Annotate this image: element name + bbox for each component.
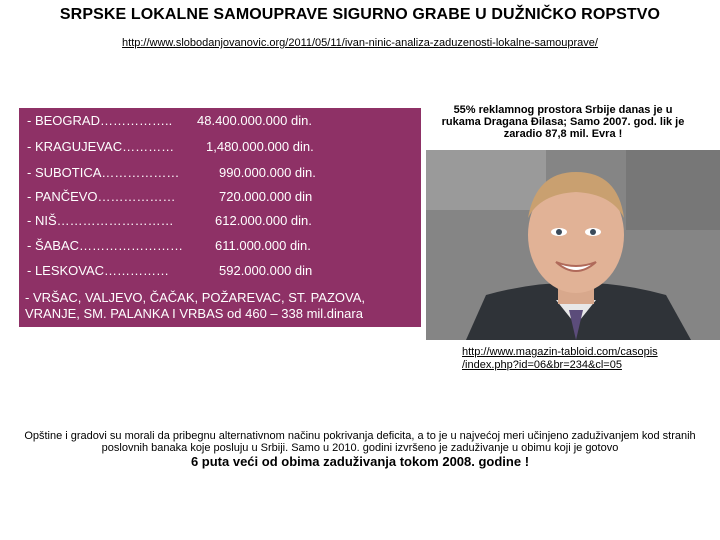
portrait-figure: [426, 150, 720, 340]
bottom-highlight: 6 puta veći od obima zaduživanja tokom 2008. godine !: [190, 454, 530, 469]
quote-text: 55% reklamnog prostora Srbije danas je u rukama Dragana Đilasa; Samo 2007. god. lik je zaradio 87,8 mil. Evra !: [441, 104, 685, 140]
city-label: - KRAGUJEVAC…………: [27, 139, 175, 154]
debt-row-leskovac: [27, 263, 313, 278]
source-link[interactable]: http://www.slobodanjovanovic.org/2011/05/11/ivan-ninic-analiza-zaduzenosti-lokalne-samouprave/: [122, 37, 598, 49]
debt-row-nis: [27, 213, 312, 228]
debt-amount: 1,480.000.000 din.: [206, 139, 314, 154]
debt-row-kragujevac: [27, 139, 314, 154]
debt-row-subotica: [27, 165, 316, 180]
portrait-photo: [426, 150, 720, 340]
debt-amount: 720.000.000 din: [219, 189, 313, 204]
magazine-link[interactable]: [462, 346, 702, 372]
debt-amount: 990.000.000 din.: [219, 165, 316, 180]
city-label: - SUBOTICA………………: [27, 165, 180, 180]
debt-amount: 612.000.000 din.: [215, 213, 312, 228]
debt-row-pancevo: [27, 189, 313, 204]
city-label: - BEOGRAD……………..: [27, 113, 173, 128]
city-label: - ŠABAC……………………: [27, 238, 184, 253]
city-label: - NIŠ………………………: [27, 213, 174, 228]
debt-row-sabac: [27, 238, 311, 253]
debt-list-panel: [19, 108, 421, 327]
city-label: - PANČEVO………………: [27, 189, 176, 204]
slide-title: SRPSKE LOKALNE SAMOUPRAVE SIGURNO GRABE U DUŽNIČKO ROPSTVO: [59, 6, 661, 23]
debt-amount: 592.000.000 din: [219, 263, 313, 278]
debt-row-beograd: [27, 113, 312, 128]
bottom-paragraph: Opštine i gradovi su morali da pribegnu alternativnom načinu pokrivanja deficita, a to je u najvećoj meri učinjeno zaduživanjem kod stranih poslovnih banaka koje posluju u Srbiji. Samo u 2010. godini izvršeno je zaduživanje u obimu koji je gotovo: [24, 430, 696, 454]
debt-amount: 611.000.000 din.: [215, 238, 311, 253]
magazine-link-line2[interactable]: /index.php?id=06&br=234&cl=05: [462, 359, 622, 371]
city-label: - LESKOVAC……………: [27, 263, 170, 278]
debt-amount: 48.400.000.000 din.: [197, 113, 312, 128]
magazine-link-line1[interactable]: http://www.magazin-tabloid.com/casopis: [462, 346, 658, 358]
other-cities-note: - VRŠAC, VALJEVO, ČAČAK, POŽAREVAC, ST. PAZOVA, VRANJE, SM. PALANKA I VRBAS od 460 – 338 mil.dinara: [25, 290, 366, 321]
